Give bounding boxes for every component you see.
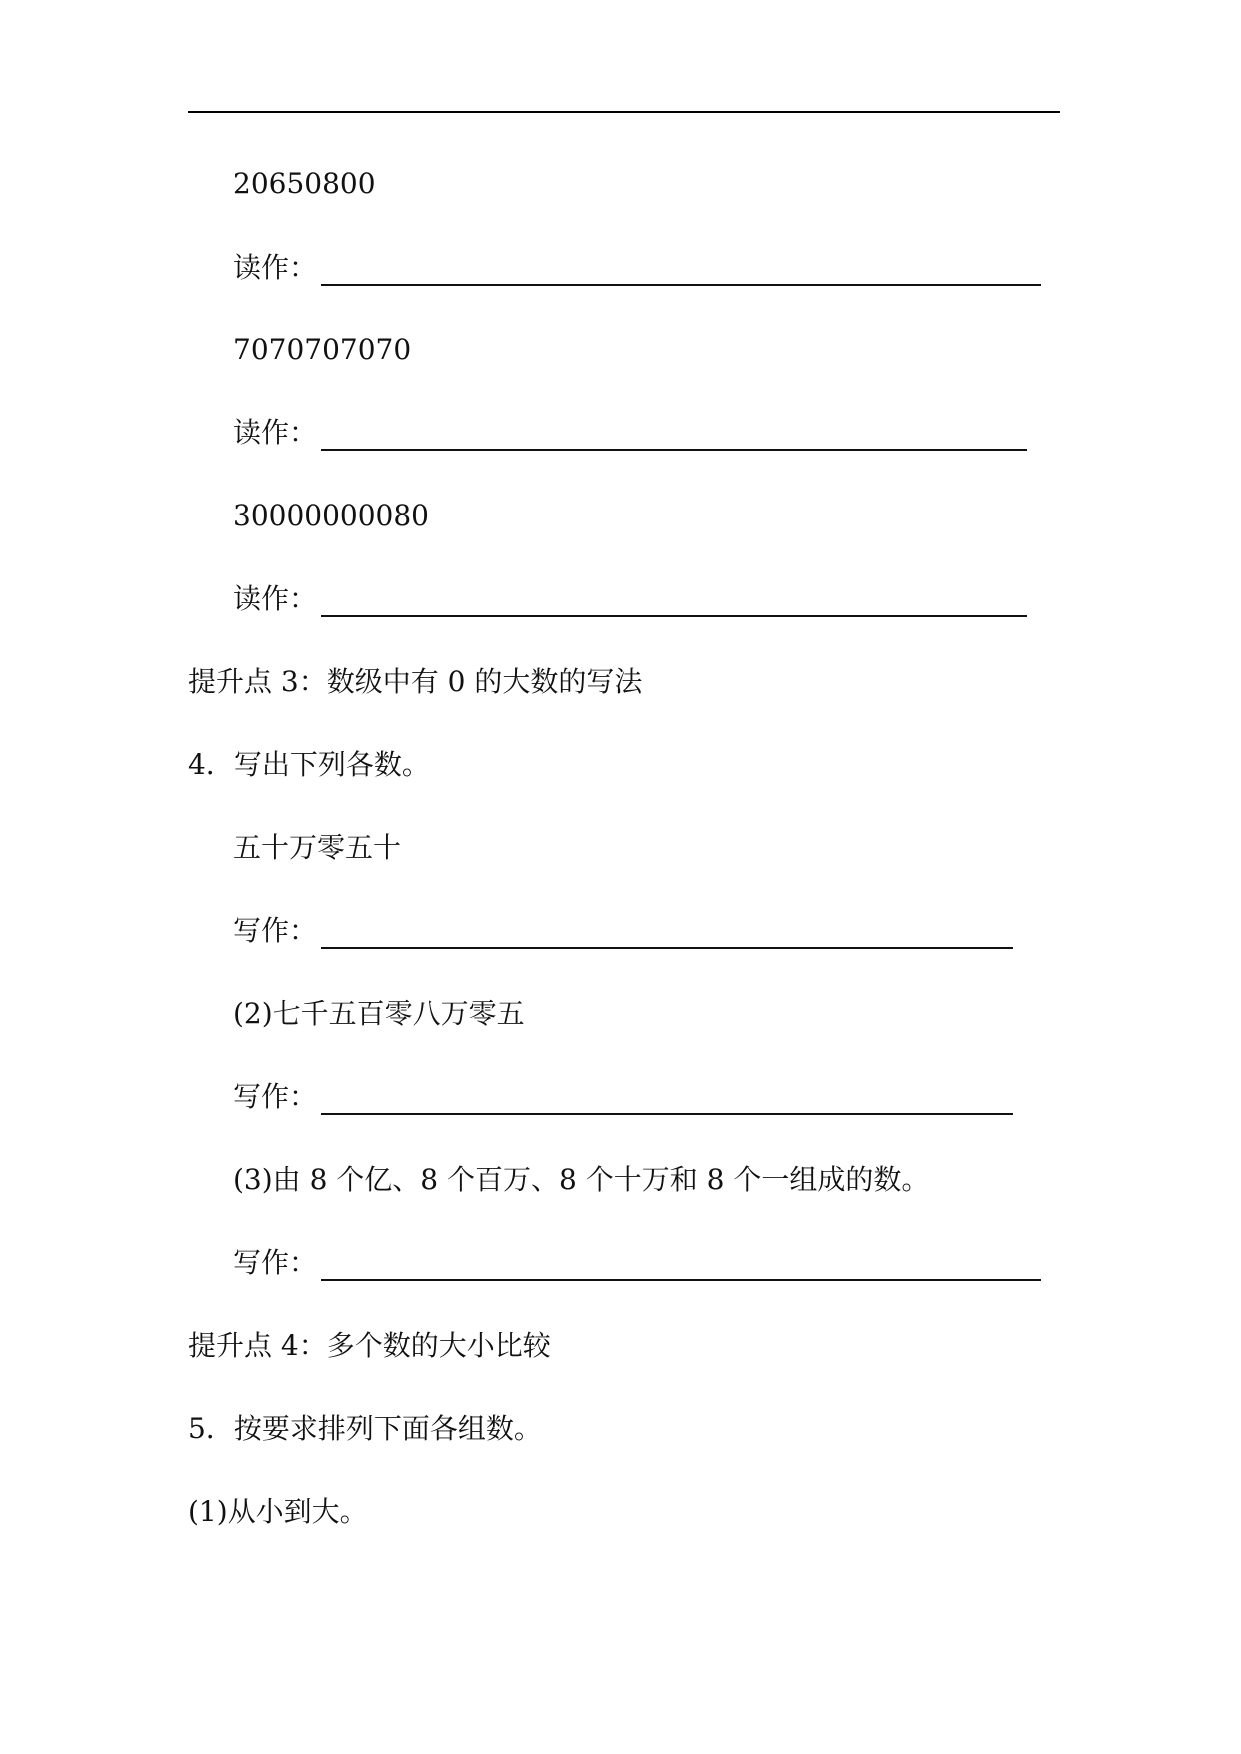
question-5-prompt: 5．按要求排列下面各组数。 [188, 1412, 542, 1445]
write-label-2: 写作： [233, 1080, 318, 1113]
read-label-3: 读作： [233, 582, 318, 615]
section-heading-4: 提升点 4：多个数的大小比较 [188, 1329, 551, 1362]
number-2: 7070707070 [233, 333, 412, 366]
read-label-1: 读作： [233, 251, 318, 284]
read-answer-blank-2[interactable] [321, 449, 1027, 451]
q4-item-2-text: (2)七千五百零八万零五 [233, 997, 525, 1030]
section-heading-3: 提升点 3：数级中有 0 的大数的写法 [188, 665, 643, 698]
write-answer-blank-1[interactable] [321, 947, 1013, 949]
header-rule [188, 111, 1060, 113]
read-answer-blank-3[interactable] [321, 615, 1027, 617]
question-5-part-1: (1)从小到大。 [188, 1495, 368, 1528]
write-label-1: 写作： [233, 914, 318, 947]
read-label-2: 读作： [233, 416, 318, 449]
write-label-3: 写作： [233, 1246, 318, 1279]
read-answer-blank-1[interactable] [321, 284, 1041, 286]
write-answer-blank-3[interactable] [321, 1279, 1041, 1281]
write-answer-blank-2[interactable] [321, 1113, 1013, 1115]
q4-item-3-text: (3)由 8 个亿、8 个百万、8 个十万和 8 个一组成的数。 [233, 1163, 930, 1196]
number-3: 30000000080 [233, 499, 429, 532]
question-4-prompt: 4．写出下列各数。 [188, 748, 430, 781]
q4-item-1-text: 五十万零五十 [233, 831, 402, 864]
number-1: 20650800 [233, 167, 376, 200]
